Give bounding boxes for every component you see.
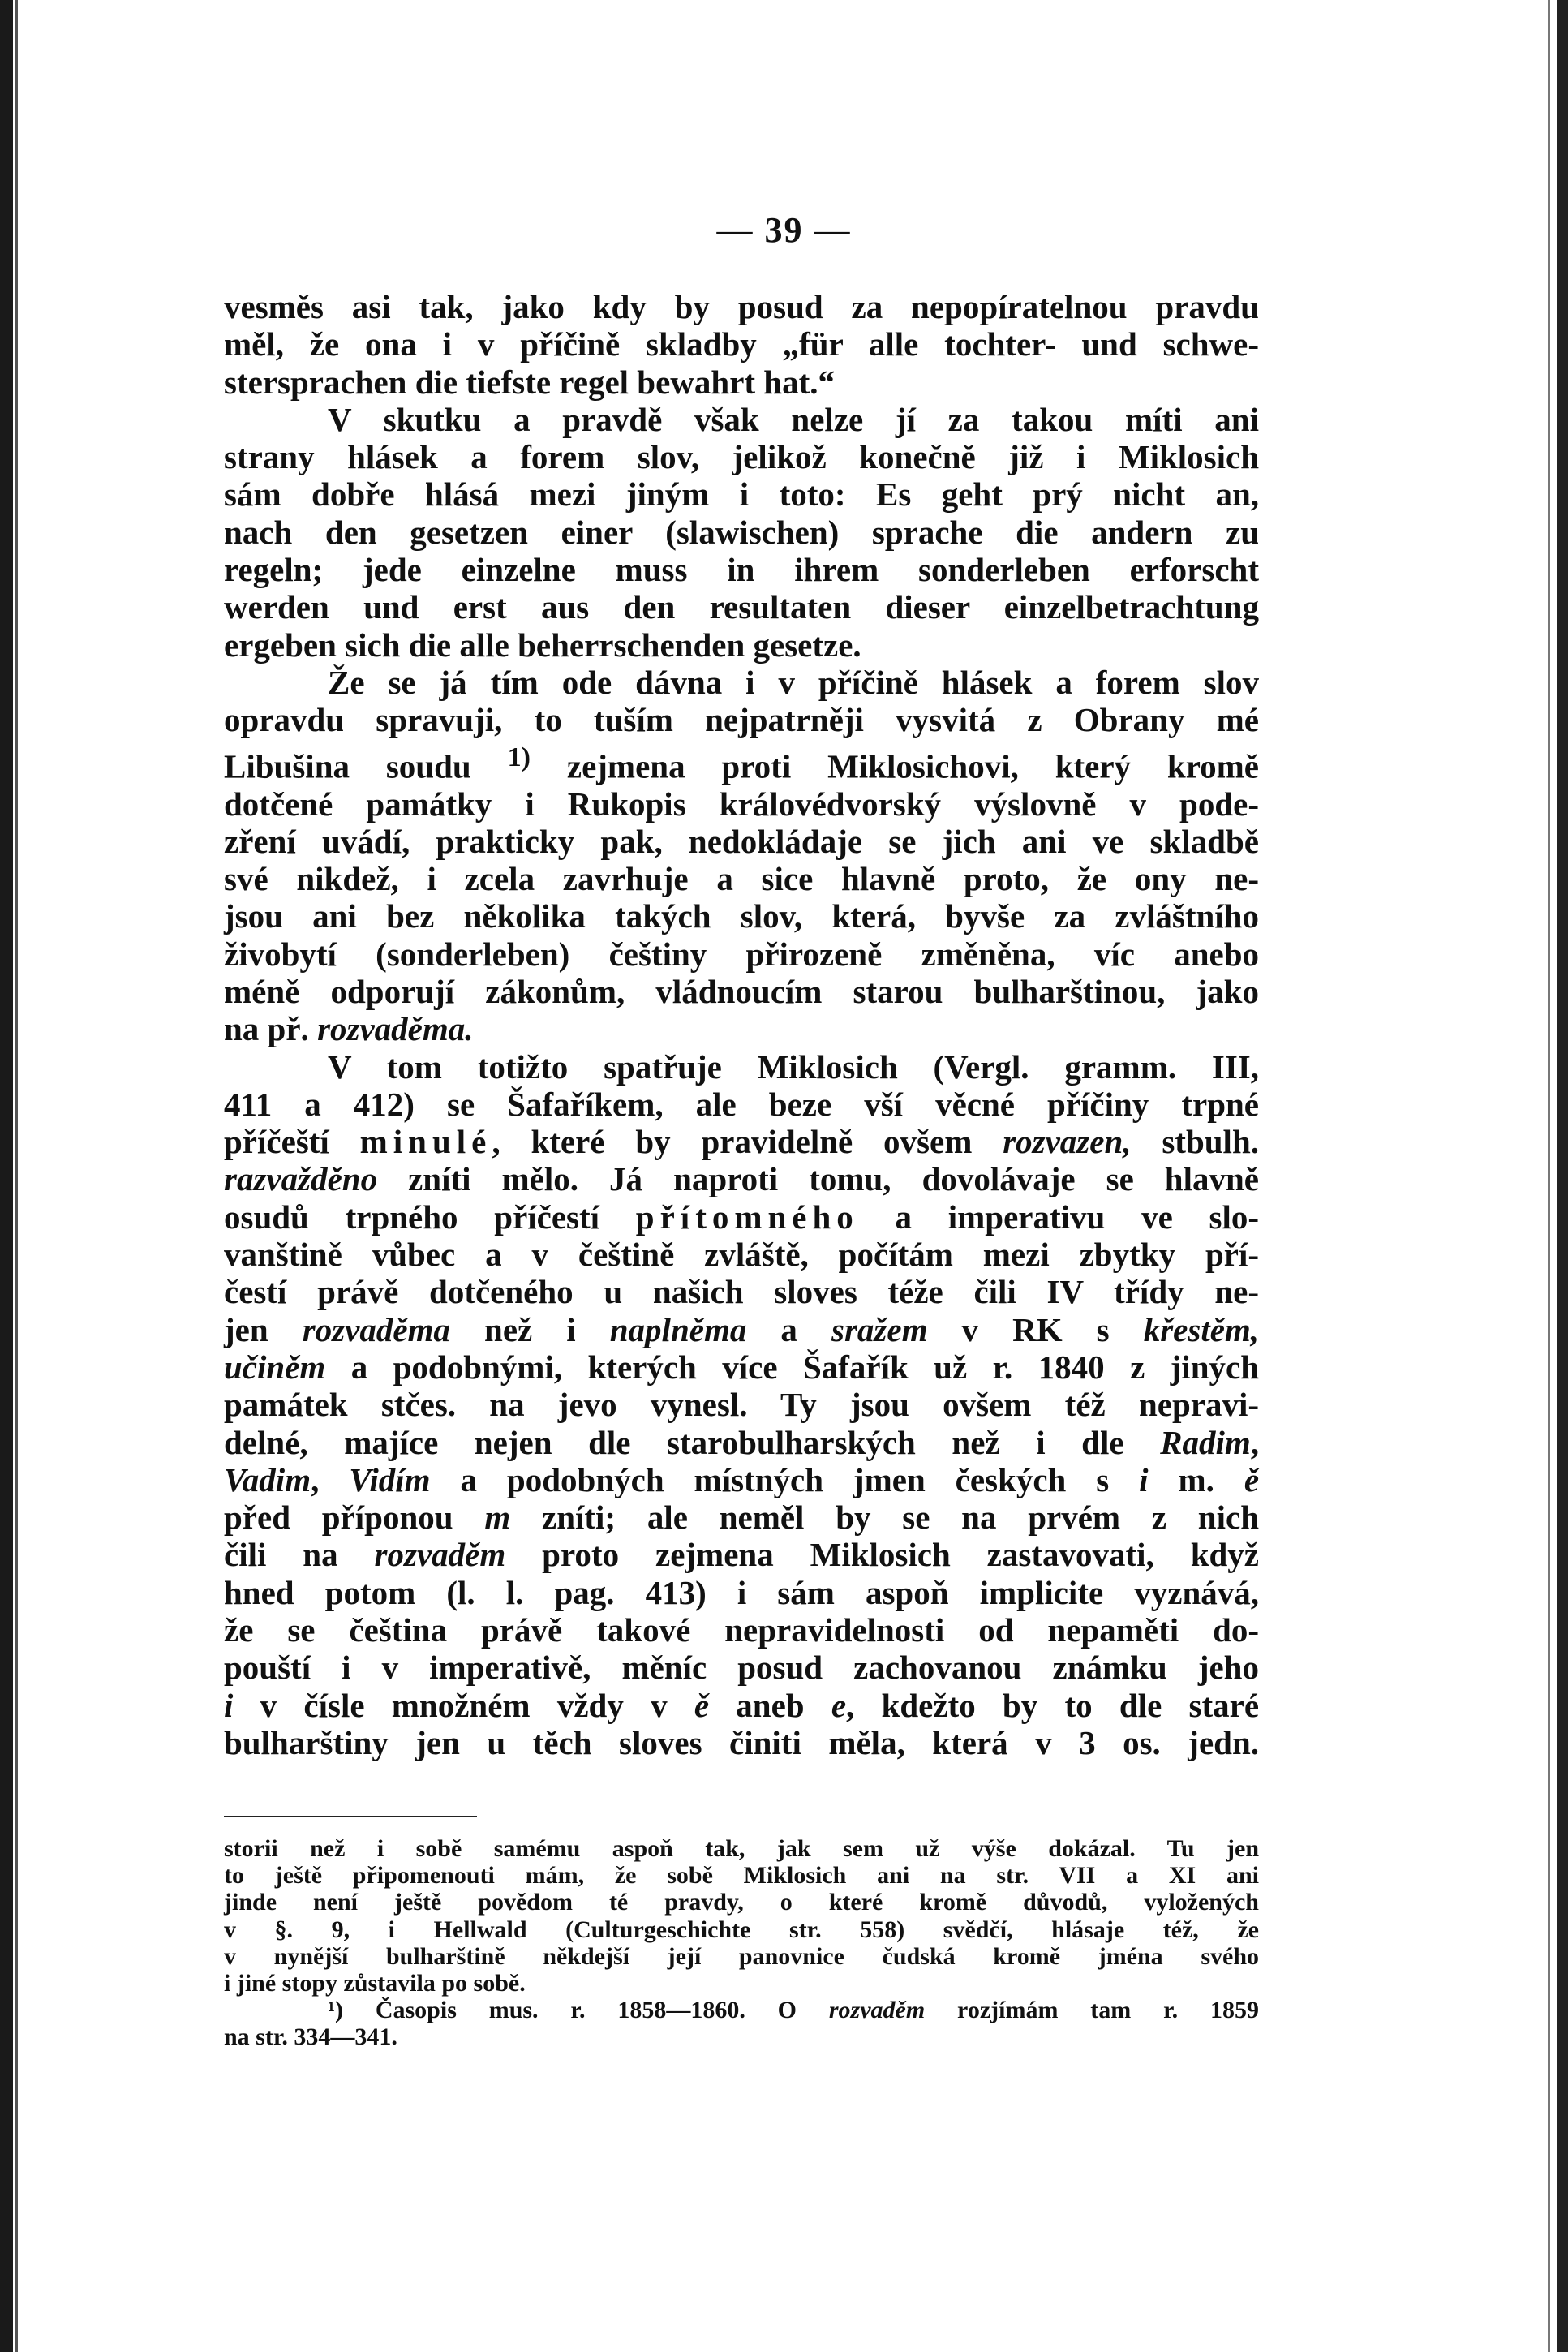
text-line: opravdu spravuji, to tuším nejpatrněji vysvitá z Obrany mé	[224, 701, 1259, 739]
italic-word: ě	[694, 1686, 710, 1724]
text-line	[224, 1424, 1259, 1461]
italic-word: rozvaděm	[828, 1997, 926, 2024]
text-line	[224, 1311, 1259, 1348]
text-line: V skutku a pravdě však nelze jí za takou míti ani	[328, 400, 1259, 438]
text-fragment: proto zejmena Miklosich zastavovati, když	[542, 1536, 1259, 1574]
italic-word: e	[831, 1686, 847, 1724]
footnote-line: storii než i sobě samému aspoň tak, jak sem už výše dokázal. Tu jen	[224, 1835, 1259, 1862]
footnote-line: v §. 9, i Hellwald (Culturgeschichte str. 558) svědčí, hlásaje též, že	[224, 1916, 1259, 1943]
italic-word: m	[484, 1498, 511, 1537]
text-line: V tom totižto spatřuje Miklosich (Vergl. gramm. III,	[328, 1047, 1259, 1086]
text-line: čestí právě dotčeného u našich sloves téže čili IV třídy ne-	[224, 1273, 1259, 1311]
italic-word: rozvaděma	[302, 1310, 450, 1348]
footnote-line	[224, 1997, 1259, 2023]
text-fragment: delné, majíce nejen dle starobulharských než i dle	[224, 1423, 1124, 1461]
text-fragment: ,	[1250, 1423, 1260, 1461]
text-fragment: a	[780, 1310, 797, 1348]
text-line: že se čeština právě takové nepravidelnosti od nepaměti do-	[224, 1611, 1259, 1649]
spaced-word: minulé	[359, 1123, 492, 1161]
italic-word: rozvaděma.	[317, 1010, 474, 1048]
text-line: živobytí (sonderleben) češtiny přirozeně změněna, víc anebo	[224, 935, 1259, 973]
text-line: měl, že ona i v příčině skladby „für alle tochter- und schwe-	[224, 325, 1259, 363]
scan-edge-left	[0, 0, 13, 2352]
text-fragment: zníti mělo. Já naproti tomu, dovolávaje se hlavně	[408, 1160, 1259, 1198]
text-fragment: ,	[311, 1460, 320, 1498]
text-fragment: rozjímám tam r. 1859	[957, 1997, 1260, 2024]
text-line	[224, 1348, 1259, 1386]
footnote-line: jinde není ještě povědom té pravdy, o které kromě důvodů, vyložených	[224, 1889, 1259, 1916]
spaced-word: přítomného	[635, 1197, 859, 1236]
italic-word: rozvazen,	[1003, 1123, 1132, 1161]
italic-word: ě	[1244, 1460, 1260, 1498]
italic-word: sražem	[831, 1310, 928, 1348]
text-line	[224, 1160, 1259, 1197]
text-fragment: a podobnými, kterých více Šafařík už r. 1840 z jiných	[350, 1348, 1260, 1386]
text-line: stersprachen die tiefste regel bewahrt hat.“	[224, 363, 836, 401]
text-fragment: příčeští	[224, 1123, 329, 1161]
text-fragment: aneb	[736, 1686, 805, 1724]
text-fragment: , kdežto by to dle staré	[846, 1686, 1260, 1724]
text-fragment: než i	[484, 1310, 576, 1348]
text-fragment: čili na	[224, 1536, 338, 1574]
italic-word: učiněm	[224, 1348, 326, 1386]
text-line: strany hlásek a forem slov, jelikož konečně již i Miklosich	[224, 438, 1259, 476]
text-line: hned potom (l. l. pag. 413) i sám aspoň implicite vyznává,	[224, 1573, 1259, 1611]
text-fragment: před příponou	[224, 1498, 453, 1537]
text-line	[224, 1498, 1259, 1536]
text-line: pouští i v imperativě, měníc posud zachovanou známku jeho	[224, 1649, 1259, 1687]
text-line: jsou ani bez několika takých slov, která, byvše za zvláštního	[224, 897, 1259, 935]
scan-edge-right	[1557, 0, 1568, 2352]
footnotes	[224, 1835, 1259, 2051]
text-line: ergeben sich die alle beherrschenden gesetze.	[224, 626, 861, 664]
text-fragment: stbulh.	[1162, 1123, 1260, 1161]
text-line	[224, 1461, 1259, 1498]
italic-word: i	[1139, 1460, 1149, 1498]
text-fragment: v RK s	[961, 1310, 1110, 1348]
text-fragment: ¹) Časopis mus. r. 1858—1860. O	[328, 1997, 797, 2024]
text-line: nach den gesetzen einer (slawischen) sprache die andern zu	[224, 513, 1259, 551]
text-line: vanštině vůbec a v češtině zvláště, počítám mezi zbytky pří-	[224, 1236, 1259, 1274]
italic-word: rozvaděm	[374, 1536, 506, 1574]
text-line: 411 a 412) se Šafaříkem, ale beze vší věcné příčiny trpné	[224, 1085, 1259, 1123]
text-line: bulharštiny jen u těch sloves činiti měla, která v 3 os. jedn.	[224, 1723, 1259, 1761]
text-line: dotčené památky i Rukopis královédvorský výslovně v pode-	[224, 785, 1259, 823]
italic-word: křestěm,	[1143, 1310, 1260, 1348]
text-fragment: na př.	[224, 1010, 309, 1048]
text-line: své nikdež, i zcela zavrhuje a sice hlavně proto, že ony ne-	[224, 860, 1259, 898]
text-line: vesměs asi tak, jako kdy by posud za nepopíratelnou pravdu	[224, 288, 1259, 325]
text-fragment: , které by pravidelně ovšem	[492, 1123, 973, 1161]
footnote-line: to ještě připomenouti mám, že sobě Miklosich ani na str. VII a XI ani	[224, 1862, 1259, 1890]
text-fragment: m.	[1178, 1460, 1214, 1498]
scan-edge-left-shadow	[15, 0, 18, 2352]
text-fragment: zejmena proti Miklosichovi, který kromě	[566, 747, 1260, 785]
text-fragment: osudů trpného příčestí	[224, 1197, 600, 1236]
footnote-divider	[224, 1816, 477, 1817]
text-fragment: zníti; ale neměl by se na prvém z nich	[542, 1498, 1259, 1537]
text-fragment: v čísle množném vždy v	[260, 1686, 668, 1724]
footnote-line: na str. 334—341.	[224, 2023, 397, 2051]
text-fragment: a imperativu ve slo-	[895, 1197, 1260, 1236]
italic-word: Vadim	[224, 1460, 311, 1498]
italic-word: Radim	[1160, 1423, 1251, 1461]
text-fragment: a podobných místných jmen českých s	[460, 1460, 1110, 1498]
italic-word: razvažděno	[224, 1160, 378, 1198]
text-line	[224, 1123, 1259, 1160]
text-line	[224, 1010, 1259, 1047]
footnote-line: i jiné stopy zůstavila po sobě.	[224, 1970, 526, 1997]
text-line: památek stčes. na jevo vynesl. Ty jsou ovšem též nepravi-	[224, 1386, 1259, 1424]
text-fragment: jen	[224, 1310, 268, 1348]
main-text	[224, 288, 1259, 1761]
footnote-line: v nynější bulharštině někdejší její panovnice čudská kromě jména svého	[224, 1942, 1259, 1970]
italic-word: i	[224, 1686, 234, 1724]
text-line	[224, 1536, 1259, 1573]
page-number: — 39 —	[716, 210, 852, 250]
text-line: regeln; jede einzelne muss in ihrem sonderleben erforscht	[224, 551, 1259, 589]
italic-word: naplněma	[609, 1310, 747, 1348]
text-line: Že se já tím ode dávna i v příčině hlásek a forem slov	[328, 663, 1259, 701]
italic-word: Vidím	[349, 1460, 431, 1498]
text-line	[224, 739, 1259, 785]
text-line	[224, 1687, 1259, 1724]
text-line: zření uvádí, prakticky pak, nedokládaje se jich ani ve skladbě	[224, 822, 1259, 860]
text-line: sám dobře hlásá mezi jiným i toto: Es geht prý nicht an,	[224, 475, 1259, 514]
text-fragment: Libušina soudu	[224, 747, 471, 785]
text-line	[224, 1198, 1259, 1236]
text-line: werden und erst aus den resultaten dieser einzelbetrachtung	[224, 588, 1259, 626]
footnote-reference[interactable]: 1)	[507, 742, 531, 772]
text-line: méně odporují zákonům, vládnoucím starou bulharštinou, jako	[224, 973, 1259, 1010]
scan-edge-right-shadow	[1548, 0, 1550, 2352]
